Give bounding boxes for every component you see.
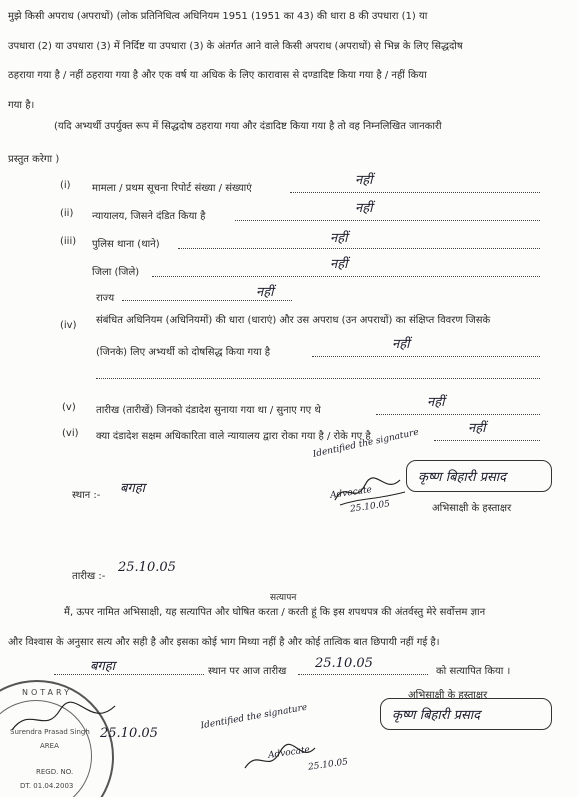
item-v-number: (v)	[62, 402, 76, 413]
bottom-sig-date: 25.10.05	[307, 757, 349, 773]
bottom-sig-note: Identified the signature	[199, 702, 309, 732]
place-value: बगहा	[120, 481, 146, 496]
sig-identified-note: Identified the signature	[312, 427, 420, 460]
item-vi-answer: नहीं	[468, 421, 486, 436]
verification-line-2: और विश्वास के अनुसार सत्य और सही है और इसका कोई भाग मिथ्या नहीं है और कोई तात्विक बात छिपायी नहीं गई है।	[8, 637, 440, 648]
item-v-answer: नहीं	[427, 395, 445, 410]
item-iii-state-label: राज्य	[96, 293, 115, 304]
condition-line-2: प्रस्तुत करेगा )	[8, 154, 60, 165]
condition-line-1: (यदि अभ्यर्थी उपर्युक्त रूप में सिद्धदोष ठहराया गया और दंडादिष्ट किया गया है तो वह निम्नलिखित जानकारी	[54, 121, 442, 132]
item-ii-line	[235, 220, 540, 221]
item-iii-district-label: जिला (जिले)	[92, 267, 140, 278]
verification-date: 25.10.05	[315, 656, 373, 671]
sig-caption: अभिसाक्षी के हस्ताक्षर	[432, 503, 512, 514]
item-iv-line-2	[96, 378, 540, 379]
item-i-line	[290, 192, 540, 193]
verification-end-text: को सत्यापित किया ।	[436, 666, 511, 677]
intro-line-4: गया है।	[8, 100, 35, 111]
date-value: 25.10.05	[118, 560, 176, 575]
item-iii-line	[178, 248, 540, 249]
item-vi-label: क्या दंडादेश सक्षम अधिकारिता वाले न्यायालय द्वारा रोका गया है / रोके गए है	[96, 431, 371, 442]
item-iii-state-answer: नहीं	[256, 285, 274, 300]
item-iv-label-2: (जिनके) लिए अभ्यर्थी को दोषसिद्ध किया गया है	[96, 347, 271, 358]
sig-name: कृष्ण बिहारी प्रसाद	[418, 470, 507, 485]
item-iv-line-1	[312, 356, 540, 357]
sig-advocate: Advocate	[329, 485, 373, 501]
stamp-signature-scribble	[10, 700, 120, 740]
place-label: स्थान :-	[72, 490, 101, 501]
item-iv-number: (iv)	[60, 320, 77, 331]
stamp-hw-date: 25.10.05	[100, 726, 158, 741]
item-i-answer: नहीं	[355, 173, 373, 188]
verification-mid-text: स्थान पर आज तारीख	[208, 666, 287, 677]
intro-line-1: मुझे किसी अपराध (अपराधों) (लोक प्रतिनिधित्व अधिनियम 1951 (1951 का 43) की धारा 8 की उपधारा (1) या	[8, 11, 428, 22]
bottom-signature-scribble	[240, 740, 320, 780]
item-vi-number: (vi)	[62, 428, 79, 439]
item-ii-label: न्यायालय, जिसने दंडित किया है	[92, 211, 206, 222]
item-iii-label: पुलिस थाना (थाने)	[92, 239, 160, 250]
item-vi-line	[434, 440, 540, 441]
item-iii-district-answer: नहीं	[330, 257, 348, 272]
sig-date: 25.10.05	[349, 499, 391, 515]
signature-scribble	[330, 470, 410, 510]
bottom-sig-name: कृष्ण बिहारी प्रसाद	[392, 708, 481, 723]
intro-line-3: ठहराया गया है / नहीं ठहराया गया है और एक वर्ष या अधिक के लिए कारावास से दण्डादिष्ट किया गया है / नहीं किया	[8, 70, 427, 81]
item-v-line	[376, 414, 540, 415]
stamp-reg: REGD. NO.	[36, 768, 74, 776]
item-iv-label-1: संबंधित अधिनियम (अधिनियमों) की धारा (धाराएं) और उस अपराध (उन अपराधों) का संक्षिप्त विवरण जिसके	[96, 315, 491, 326]
verification-line-1: मैं, ऊपर नामित अभिसाक्षी, यह सत्यापित और घोषित करता / करती हूं कि इस शपथपत्र की अंतर्वस्तु मेरे सर्वोत्तम ज्ञान	[64, 607, 486, 618]
stamp-date: DT. 01.04.2003	[20, 782, 74, 790]
item-iii-answer: नहीं	[330, 231, 348, 246]
stamp-area: AREA	[40, 742, 59, 750]
date-label: तारीख :-	[72, 571, 106, 582]
verification-place-line	[54, 674, 204, 675]
verification-heading: सत्यापन	[270, 593, 297, 603]
item-v-label: तारीख (तारीखें) जिनको दंडादेश सुनाया गया था / सुनाए गए थे	[96, 405, 321, 416]
stamp-top: NOTARY	[22, 688, 72, 697]
item-iii-state-line	[122, 300, 292, 301]
item-iii-district-line	[152, 276, 540, 277]
item-ii-answer: नहीं	[355, 201, 373, 216]
intro-line-2: उपधारा (2) या उपधारा (3) में निर्दिष्ट या उपधारा (3) के अंतर्गत आने वाले किसी अपराध (अपराधों) से भिन्न के लिए सिद्धदोष	[8, 41, 463, 52]
item-i-label: मामला / प्रथम सूचना रिपोर्ट संख्या / संख्याएं	[92, 183, 252, 194]
item-i-number: (i)	[60, 180, 71, 191]
verification-date-line	[298, 674, 428, 675]
bottom-sig-advocate: Advocate	[267, 745, 311, 761]
item-iv-answer: नहीं	[392, 337, 410, 352]
item-iii-number: (iii)	[60, 236, 77, 247]
item-ii-number: (ii)	[60, 208, 74, 219]
bottom-sig-caption: अभिसाक्षी के हस्ताक्षर	[408, 690, 488, 701]
verification-place: बगहा	[90, 659, 116, 674]
stamp-name: Surendra Prasad Singh	[10, 728, 90, 736]
